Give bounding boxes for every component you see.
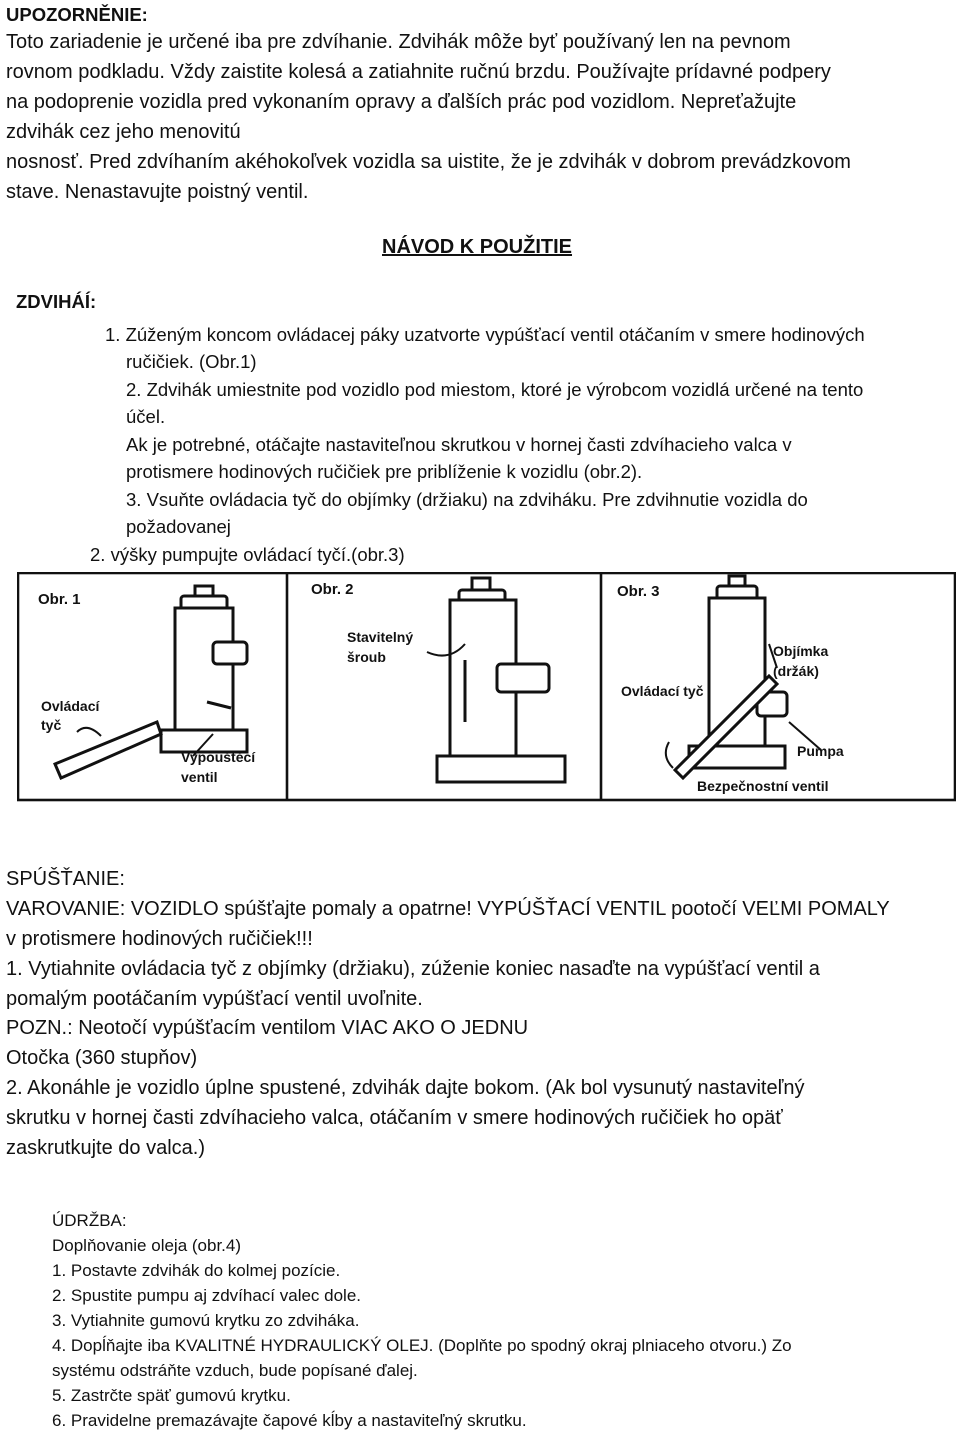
lifting-line: 2. Zdvihák umiestnite pod vozidlo pod miestom, ktoré je výrobcom vozidlá určené na tento: [126, 379, 864, 400]
svg-text:Stavitelný: Stavitelný: [347, 629, 414, 645]
maintenance-line: Doplňovanie oleja (obr.4): [52, 1236, 242, 1255]
lifting-line: 3. Vsuňte ovládacia tyč do objímky (držiaku) na zdviháku. Pre zdvihnutie vozidla do: [126, 489, 808, 510]
warning-line: zdvihák cez jeho menovitú: [6, 121, 241, 143]
maintenance-line: 2. Spustite pumpu aj zdvíhací valec dole.: [52, 1286, 362, 1305]
fig3-label: Obr. 3: [617, 583, 660, 600]
svg-text:Ovládací: Ovládací: [41, 698, 100, 714]
fig2-label: Obr. 2: [311, 581, 354, 598]
lowering-line: 2. Akonáhle je vozidlo úplne spustené, zdvihák dajte bokom. (Ak bol vysunutý nastaviteľný: [6, 1077, 805, 1099]
svg-text:(držák): (držák): [773, 663, 819, 679]
maintenance-line: 1. Postavte zdvihák do kolmej pozície.: [52, 1261, 341, 1280]
lifting-line: 2. výšky pumpujte ovládací tyčí.(obr.3): [90, 544, 405, 565]
lowering-line: VAROVANIE: VOZIDLO spúšťajte pomaly a opatrne! VYPÚŠŤACÍ VENTIL pootočí VEĽMI POMALY: [6, 898, 890, 920]
lowering-line: pomalým pootáčaním vypúšťací ventil uvoľnite.: [6, 988, 423, 1010]
maintenance-line: 3. Vytiahnite gumovú krytku zo zdviháka.: [52, 1311, 360, 1330]
svg-text:tyč: tyč: [41, 717, 62, 733]
warning-line: stave. Nenastavujte poistný ventil.: [6, 181, 309, 203]
lifting-line: protismere hodinových ručičiek pre priblíženie k vozidlu (obr.2).: [126, 461, 643, 482]
maintenance-line: systému odstráňte vzduch, bude popísané ďalej.: [52, 1361, 418, 1380]
lifting-line: ručičiek. (Obr.1): [126, 351, 257, 372]
svg-text:Objímka: Objímka: [773, 643, 829, 659]
lowering-line: Otočka (360 stupňov): [6, 1047, 198, 1069]
svg-text:Pumpa: Pumpa: [797, 743, 844, 759]
warning-heading: UPOZORNĚNIE:: [6, 4, 148, 25]
jack-illustration: [17, 572, 956, 802]
svg-text:Ovládací tyč: Ovládací tyč: [621, 683, 704, 699]
lowering-line: POZN.: Neotočí vypúšťacím ventilom VIAC AKO O JEDNU: [6, 1017, 529, 1039]
warning-line: nosnosť. Pred zdvíhaním akéhokoľvek vozidla sa uistite, že je zdvihák v dobrom prevádzkovom: [6, 151, 851, 173]
maintenance-line: 6. Pravidelne premazávajte čapové kĺby a nastaviteľný skrutku.: [52, 1411, 527, 1430]
lifting-line: požadovanej: [126, 516, 231, 537]
warning-line: rovnom podkladu. Vždy zaistite kolesá a zatiahnite ručnú brzdu. Používajte prídavné podpery: [6, 61, 831, 83]
svg-text:šroub: šroub: [347, 649, 386, 665]
maintenance-heading: ÚDRŽBA:: [52, 1211, 127, 1230]
warning-line: Toto zariadenie je určené iba pre zdvíhanie. Zdvihák môže byť používaný len na pevnom: [6, 31, 791, 53]
svg-text:Bezpečnostní ventil: Bezpečnostní ventil: [697, 778, 829, 794]
lowering-line: zaskrutkujte do valca.): [6, 1137, 205, 1159]
lifting-heading: ZDVIHÁÍ:: [16, 291, 97, 312]
lowering-heading: SPÚŠŤANIE:: [6, 868, 125, 890]
maintenance-line: 5. Zastrčte späť gumovú krytku.: [52, 1386, 291, 1405]
lifting-line: Ak je potrebné, otáčajte nastaviteľnou skrutkou v hornej časti zdvíhacieho valca v: [126, 434, 792, 455]
lifting-line: 1. Zúženým koncom ovládacej páky uzatvorte vypúšťací ventil otáčaním v smere hodinových: [105, 324, 865, 345]
lowering-line: skrutku v hornej časti zdvíhacieho valca, otáčaním v smere hodinových ručičiek ho opäť: [6, 1107, 783, 1129]
handle-icon: [55, 722, 161, 778]
lifting-line: účel.: [126, 406, 166, 427]
warning-line: na podoprenie vozidla pred vykonaním opravy a ďalších prác pod vozidlom. Nepreťažujte: [6, 91, 797, 113]
maintenance-line: 4. Dopĺňajte iba KVALITNÉ HYDRAULICKÝ OLEJ. (Doplňte po spodný okraj plniaceho otvoru.) Zo: [52, 1336, 792, 1355]
fig1-label: Obr. 1: [38, 591, 81, 608]
page-title: NÁVOD K POUŽITIE: [382, 236, 573, 258]
svg-text:ventil: ventil: [181, 769, 218, 785]
lowering-line: v protismere hodinových ručičiek!!!: [6, 928, 313, 950]
svg-text:Vypouštěcí: Vypouštěcí: [181, 749, 256, 765]
lowering-line: 1. Vytiahnite ovládacia tyč z objímky (držiaku), zúženie koniec nasaďte na vypúšťací ventil a: [6, 958, 820, 980]
jack-icon: [437, 578, 565, 782]
jack-icon: [161, 586, 247, 752]
